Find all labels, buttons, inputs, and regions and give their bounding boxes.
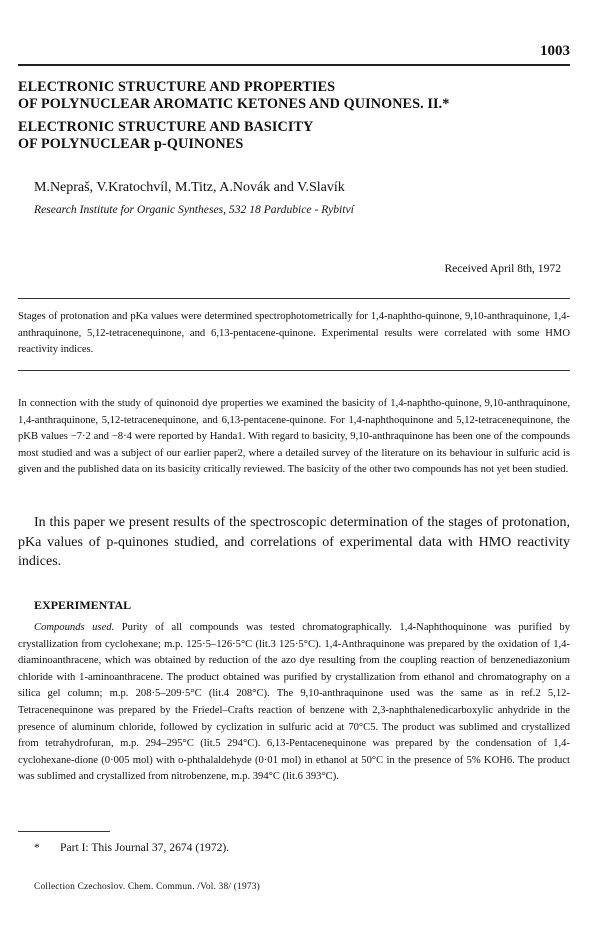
- abstract-bottom-rule: [18, 370, 570, 371]
- page-number: 1003: [540, 43, 570, 59]
- introduction-paragraph: In connection with the study of quinonoid dye properties we examined the basicity of 1,4-naphtho-quinone, 9,10-anthraquinone, 1,4-anthraquinone, 5,12-tetracenequinone, and 6,13-pentacene-quinone. For 1,4-naphthoquinone and 5,12-tetracenequinone, the pKB values −7·2 and −8·4 were reported by Handa1. With regard to basicity, 9,10-anthraquinone has been one of the compounds most studied and was a subject of our earlier paper2, where a detailed survey of the literature on its behaviour in sulfuric acid is given and the published data on its basicity critically reviewed. The basicity of the other two compounds has not yet been studied.: [18, 398, 570, 476]
- journal-footer: Collection Czechoslov. Chem. Commun. /Vol. 38/ (1973): [34, 882, 260, 892]
- footnote-text: Part I: This Journal 37, 2674 (1972).: [60, 841, 230, 854]
- footnote-mark: *: [34, 841, 40, 854]
- experimental-paragraph: [18, 620, 570, 786]
- footnote-rule: [18, 831, 110, 832]
- header-rule: [18, 64, 570, 66]
- author-list: M.Nepraš, V.Kratochvíl, M.Titz, A.Novák and V.Slavík: [34, 180, 345, 195]
- series-title-line-1: ELECTRONIC STRUCTURE AND PROPERTIES: [18, 79, 336, 95]
- part-title-line-1: ELECTRONIC STRUCTURE AND BASICITY: [18, 119, 314, 135]
- section-heading-experimental: EXPERIMENTAL: [34, 598, 132, 612]
- footnote: [34, 841, 229, 854]
- summary-paragraph: In this paper we present results of the spectroscopic determination of the stages of protonation, pKa values of p-quinones studied, and correlations of experimental data with HMO reactivity indices.: [18, 515, 570, 569]
- abstract: Stages of protonation and pKa values were determined spectrophotometrically for 1,4-naphtho-quinone, 9,10-anthraquinone, 1,4-anthraquinone, 5,12-tetracenequinone, and 6,13-pentacene-quinone. Experimental results were correlated with some HMO reactivity indices.: [18, 311, 570, 356]
- affiliation: Research Institute for Organic Syntheses, 532 18 Pardubice - Rybitví: [34, 203, 354, 216]
- received-date: Received April 8th, 1972: [444, 262, 561, 275]
- series-title-line-2: OF POLYNUCLEAR AROMATIC KETONES AND QUINONES. II.*: [18, 96, 450, 112]
- experimental-body: Purity of all compounds was tested chromatographically. 1,4-Naphthoquinone was purified by crystallization from cyclohexane; m.p. 125·5–126·5°C (lit.3 125·5°C). 1,4-Anthraquinone was prepared by the oxidation of 1,4-diaminoanthracene, which was obtained by reduction of the azo dye resulting from the coupling reaction of benzenediazonium chloride with 1-aminoanthracene. The product obtained was purified by crystallization from ethanol and chromatography on a silica gel column; m.p. 208·5–209·5°C (lit.4 208°C). The 9,10-anthraquinone used was the same as in ref.2 5,12-Tetracenequinone was prepared by the Friedel–Crafts reaction of benzene with 2,3-naphthalenedicarboxylic anhydride in the presence of aluminum chloride, followed by cyclization in sulfuric acid at 70°C5. The product was sublimed and crystallized from tetrahydrofuran, m.p. 294–295°C (lit.5 294°C). 6,13-Pentacenequinone was prepared by the condensation of 1,4-cyclohexane-dione (0·005 mol) with o-phthalaldehyde (0·01 mol) in ethanol at 50°C in the presence of 5% KOH6. The product was sublimed and crystallized from nitrobenzene, m.p. 394°C (lit.6 393°C).: [18, 622, 570, 783]
- part-title-line-2: OF POLYNUCLEAR p-QUINONES: [18, 136, 244, 152]
- compounds-used-lead: Compounds used.: [34, 622, 115, 633]
- article-title: [18, 79, 570, 153]
- abstract-top-rule: [18, 298, 570, 299]
